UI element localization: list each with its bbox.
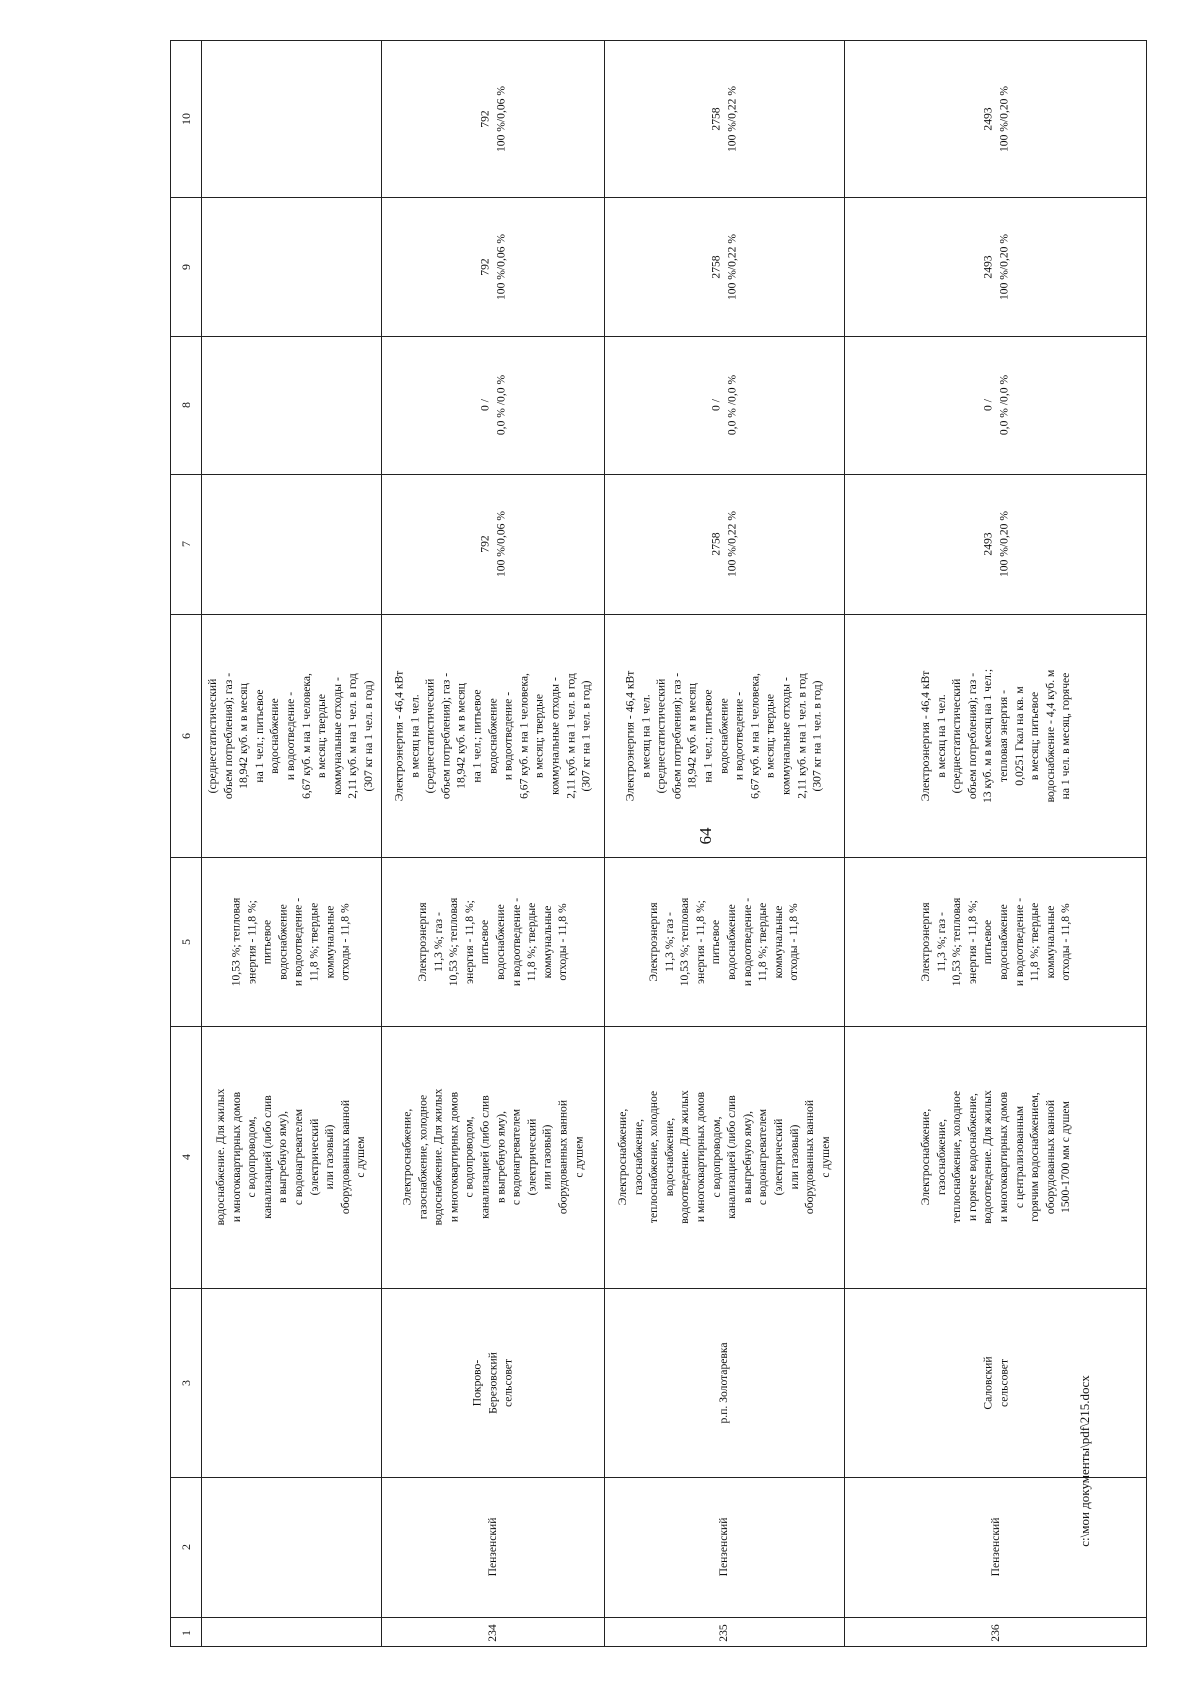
cell-text: Электроэнергия 11,3 %; газ - 10,53 %; тепловая энергия - 11,8 %; питьевое водоснабжение и водоотведение - 11,8 %; твердые коммунальные отходы - 11,8 % [919, 897, 1073, 986]
cell-text: Электроэнергия - 46,4 кВт в месяц на 1 чел. (среднестатистический объем потребления); газ - 18,942 куб. м в месяц на 1 чел.; питьевое водоснабжение и водоотведение - 6,67 куб. м на 1 человека, в месяц; твердые коммунальные отходы - 2,11 куб. м на 1 чел. в год (307 кг на 1 чел. в год) [623, 670, 824, 801]
column-number: 1 [179, 1629, 193, 1636]
table-cell [381, 857, 604, 1026]
cell-text: Электроснабжение, газоснабжение, холодное водоснабжение. Для жилых и многоквартирных домов с водопроводом, канализацией (либо слив в выгребную яму), с водонагревателем (электрический или газовый) оборудованных ванной с душем [399, 1088, 585, 1226]
table-cell [604, 1026, 844, 1288]
table-cell [844, 197, 1148, 336]
grid-line-horizontal [171, 1617, 1146, 1618]
cell-text: 2493 100 %/0,20 % [981, 511, 1010, 578]
cell-text: Электроэнергия - 46,4 кВт в месяц на 1 чел. (среднестатистический объем потребления); газ - 13 куб. м в месяц на 1 чел.; тепловая энергия - 0,0251 Гкал на кв. м в месяц; питьевое водоснабжение - 4,4 куб. м на 1 чел. в месяц, горячее [919, 668, 1073, 803]
table-cell [844, 857, 1148, 1026]
header-cell [171, 197, 201, 336]
cell-text: Электроэнергия 11,3 %; газ - 10,53 %; тепловая энергия - 11,8 %; питьевое водоснабжение и водоотведение - 11,8 %; твердые коммунальные отходы - 11,8 % [647, 897, 801, 986]
header-cell [171, 41, 201, 197]
column-number: 9 [179, 263, 193, 270]
grid-line-vertical [381, 41, 382, 1646]
table-cell [844, 1617, 1148, 1648]
cell-text: Электроснабжение, газоснабжение, теплоснабжение, холодное водоснабжение, водоотведение. Для жилых и многоквартирных домов с водопроводом, канализацией (либо слив в выгребную яму), с водонагревателем (электрический или газовый) оборудованных ванной с душем [615, 1090, 832, 1224]
cell-text: 792 100 %/0,06 % [477, 86, 507, 153]
grid-line-vertical [844, 41, 845, 1646]
cell-text: 0 / 0,0 % /0,0 % [981, 374, 1010, 436]
grid-line-horizontal [171, 1026, 1146, 1027]
grid-line-horizontal [171, 1288, 1146, 1289]
table-cell [604, 1617, 844, 1648]
cell-text: 235 [717, 1623, 731, 1642]
header-cell [171, 1026, 201, 1288]
grid-line-horizontal [171, 857, 1146, 858]
column-number: 7 [179, 541, 193, 547]
tariff-table [170, 40, 1147, 1647]
table-cell [381, 1026, 604, 1288]
cell-text: 0 / 0,0 % /0,0 % [709, 374, 738, 436]
table-cell [201, 1026, 381, 1288]
header-cell [171, 474, 201, 614]
cell-text: Электроснабжение, газоснабжение, теплоснабжение, холодное и горячее водоснабжение, водоотведение. Для жилых и многоквартирных домов с централизованным горячим водоснабжением, оборудованных ванной 1500-1700 мм с душем [919, 1090, 1073, 1224]
table-cell [201, 614, 381, 857]
column-number: 10 [179, 113, 193, 125]
table-cell [201, 336, 381, 474]
cell-text: 2493 100 %/0,20 % [981, 233, 1010, 300]
table-cell [381, 41, 604, 197]
header-cell [171, 857, 201, 1026]
cell-text: Пензенский [717, 1517, 731, 1577]
grid-line-vertical [604, 41, 605, 1646]
table-cell [381, 197, 604, 336]
cell-text: р.п. Золотаревка [717, 1342, 731, 1423]
table-cell [604, 1288, 844, 1477]
grid-line-horizontal [171, 336, 1146, 337]
page-number: 64 [696, 827, 715, 845]
table-cell [381, 1288, 604, 1477]
cell-text: 2493 100 %/0,20 % [981, 86, 1010, 153]
column-number: 6 [179, 732, 193, 739]
grid-line-vertical [201, 41, 202, 1646]
header-cell [171, 614, 201, 857]
table-cell [844, 41, 1148, 197]
table-cell [604, 474, 844, 614]
cell-text: 236 [989, 1623, 1003, 1642]
header-cell [171, 1288, 201, 1477]
column-number: 4 [179, 1154, 193, 1160]
cell-text: 2758 100 %/0,22 % [709, 511, 738, 578]
cell-text: 0 / 0,0 % /0,0 % [477, 374, 507, 436]
table-cell [381, 1617, 604, 1648]
cell-text: водоснабжение. Для жилых и многоквартирных домов с водопроводом, канализацией (либо слив в выгребную яму), с водонагревателем (электрический или газовый) оборудованных ванной с душем [214, 1088, 368, 1226]
cell-text: 2758 100 %/0,22 % [709, 86, 738, 153]
column-number: 2 [179, 1544, 193, 1550]
table-cell [844, 614, 1148, 857]
table-cell [844, 1026, 1148, 1288]
column-number: 3 [179, 1379, 193, 1386]
header-cell [171, 336, 201, 474]
table-cell [381, 614, 604, 857]
table-cell [604, 1477, 844, 1617]
column-number: 5 [179, 938, 193, 945]
cell-text: 2758 100 %/0,22 % [709, 233, 738, 300]
column-number: 8 [179, 402, 193, 408]
table-cell [604, 336, 844, 474]
table-cell [604, 614, 844, 857]
table-cell [201, 41, 381, 197]
table-cell [201, 1288, 381, 1477]
table-cell [604, 197, 844, 336]
table-cell [604, 857, 844, 1026]
footer-file-path: c:\мои документы\pdf\215.docx [1077, 1375, 1092, 1547]
table-cell [604, 41, 844, 197]
table-cell [201, 474, 381, 614]
table-cell [381, 1477, 604, 1617]
cell-text: 10,53 %; тепловая энергия - 11,8 %; питьевое водоснабжение и водоотведение - 11,8 %; твердые коммунальные отходы - 11,8 % [229, 897, 352, 986]
table-cell [201, 197, 381, 336]
cell-text: (среднестатистический объем потребления); газ - 18,942 куб. м в месяц на 1 чел.; питьевое водоснабжение и водоотведение - 6,67 куб. м на 1 человека, в месяц; твердые коммунальные отходы - 2,11 куб. м на 1 чел. в год (307 кг на 1 чел. в год) [206, 672, 376, 799]
table-cell [381, 474, 604, 614]
cell-text: Пензенский [989, 1517, 1003, 1577]
table-cell [201, 857, 381, 1026]
table-cell [844, 474, 1148, 614]
cell-text: 792 100 %/0,06 % [477, 233, 507, 300]
header-cell [171, 1477, 201, 1617]
grid-line-horizontal [171, 197, 1146, 198]
grid-line-horizontal [171, 614, 1146, 615]
cell-text: Электроэнергия - 46,4 кВт в месяц на 1 чел. (среднестатистический объем потребления); газ - 18,942 куб. м в месяц на 1 чел.; питьевое водоснабжение и водоотведение - 6,67 куб. м на 1 человека, в месяц; твердые коммунальные отходы - 2,11 куб. м на 1 чел. в год (307 кг на 1 чел. в год) [392, 670, 593, 801]
table-cell [844, 1477, 1148, 1617]
table-cell [844, 336, 1148, 474]
grid-line-horizontal [171, 474, 1146, 475]
table-cell [201, 1477, 381, 1617]
table-cell [844, 1288, 1148, 1477]
cell-text: Саловский сельсовет [981, 1355, 1010, 1410]
grid-line-horizontal [171, 1477, 1146, 1478]
cell-text: 234 [485, 1623, 499, 1642]
table-cell [381, 336, 604, 474]
cell-text: Покрово- Березовский сельсовет [470, 1351, 515, 1414]
cell-text: Электроэнергия 11,3 %; газ - 10,53 %; тепловая энергия - 11,8 %; питьевое водоснабжение и водоотведение - 11,8 %; твердые коммунальные отходы - 11,8 % [415, 897, 569, 986]
cell-text: Пензенский [485, 1517, 499, 1577]
table-cell [201, 1617, 381, 1648]
header-cell [171, 1617, 201, 1648]
cell-text: 792 100 %/0,06 % [477, 511, 507, 578]
